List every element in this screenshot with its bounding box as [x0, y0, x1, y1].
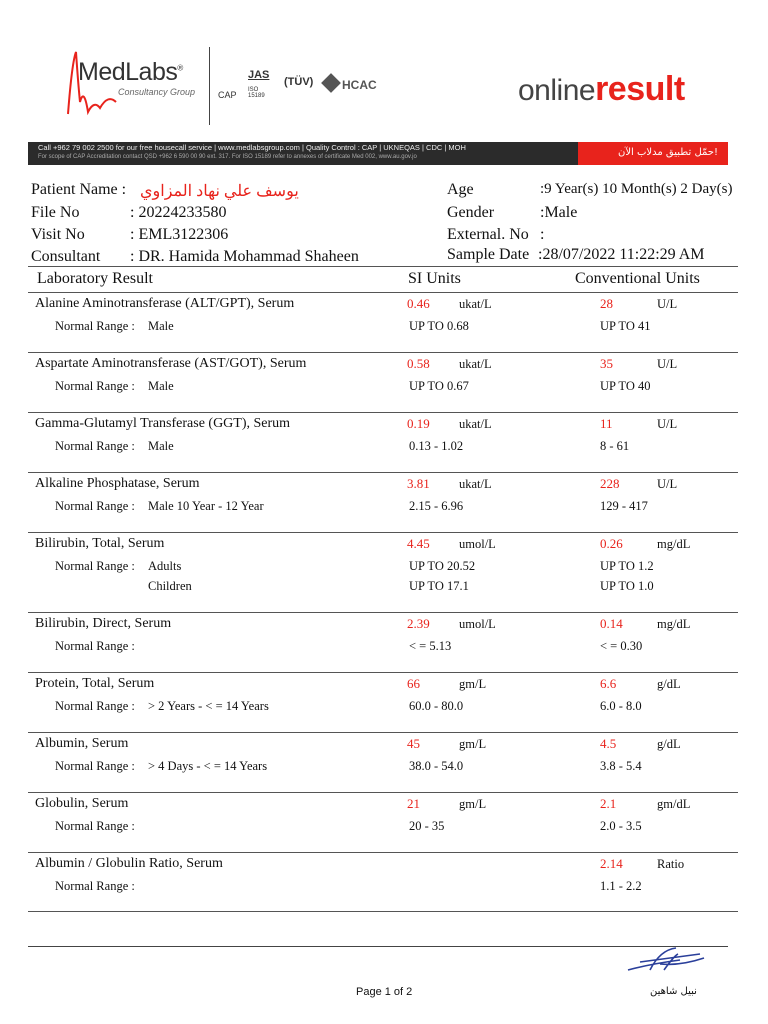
- conventional-unit: mg/dL: [657, 617, 691, 631]
- conventional-unit: U/L: [657, 357, 678, 371]
- visit-no-value: : EML3122306: [130, 226, 229, 243]
- si-result-value: 21: [407, 796, 420, 811]
- row-divider: [28, 472, 738, 473]
- column-conventional-units: Conventional Units: [575, 270, 700, 287]
- online-result-brand: onlineresult: [518, 70, 685, 108]
- row-divider: [28, 732, 738, 733]
- si-reference-range: 0.13 - 1.02: [409, 439, 464, 453]
- normal-range-criteria: > 4 Days - < = 14 Years: [148, 759, 268, 773]
- normal-range-criteria-2: Children: [148, 579, 192, 593]
- header-top-line: [28, 266, 738, 267]
- normal-range-label: Normal Range :: [55, 439, 135, 453]
- app-download-banner[interactable]: حمّل تطبيق مدلاب الآن!: [578, 142, 728, 165]
- age-value: :9 Year(s) 10 Month(s) 2 Day(s): [540, 181, 733, 197]
- conventional-reference-range: 3.8 - 5.4: [600, 759, 642, 773]
- row-divider: [28, 612, 738, 613]
- normal-range-criteria: Male: [148, 319, 174, 333]
- conventional-unit: g/dL: [657, 737, 681, 751]
- normal-range-label: Normal Range :: [55, 759, 135, 773]
- normal-range-label: Normal Range :: [55, 879, 135, 893]
- test-name: Aspartate Aminotransferase (AST/GOT), Serum: [35, 356, 307, 371]
- conventional-unit: g/dL: [657, 677, 681, 691]
- normal-range-criteria: > 2 Years - < = 14 Years: [148, 699, 269, 713]
- row-divider: [28, 852, 738, 853]
- hcac-diamond-icon: [321, 73, 341, 93]
- column-lab-result: Laboratory Result: [37, 270, 153, 287]
- patient-name-label: Patient Name :: [31, 181, 127, 198]
- normal-range-criteria: Adults: [148, 559, 182, 573]
- conventional-reference-range: 6.0 - 8.0: [600, 699, 642, 713]
- si-reference-range: 38.0 - 54.0: [409, 759, 464, 773]
- conventional-unit: U/L: [657, 417, 678, 431]
- conventional-reference-range: 8 - 61: [600, 439, 630, 453]
- conventional-reference-range: 2.0 - 3.5: [600, 819, 642, 833]
- consultant-value: : DR. Hamida Mohammad Shaheen: [130, 248, 359, 265]
- si-result-value: 4.45: [407, 536, 430, 551]
- normal-range-criteria: Male 10 Year - 12 Year: [148, 499, 264, 513]
- tuv-logo: (TÜV): [284, 76, 314, 88]
- conventional-result-value: 4.5: [600, 736, 617, 751]
- normal-range-label: Normal Range :: [55, 319, 135, 333]
- iso-label: ISO 15189: [248, 87, 265, 99]
- page-number: Page 1 of 2: [356, 986, 413, 998]
- jas-logo: JAS: [248, 69, 270, 81]
- si-unit: ukat/L: [459, 417, 492, 431]
- si-result-value: 0.58: [407, 356, 430, 371]
- signature-name: نبيل شاهين: [650, 986, 697, 997]
- gender-value: :Male: [540, 204, 578, 221]
- file-no-value: : 20224233580: [130, 204, 227, 221]
- normal-range-criteria: Male: [148, 379, 174, 393]
- si-reference-range: UP TO 20.52: [409, 559, 476, 573]
- info-bar-line2: For scope of CAP Accreditation contact QSD +962 6 590 00 90 ext. 317. For ISO 15189 refer to annexes of certificate Med 002, www.au.gov.jo: [38, 154, 417, 160]
- external-no-label: External. No: [447, 226, 529, 243]
- test-name: Gamma-Glutamyl Transferase (GGT), Serum: [35, 416, 291, 431]
- si-unit: umol/L: [459, 537, 496, 551]
- test-name: Alanine Aminotransferase (ALT/GPT), Serum: [35, 296, 295, 311]
- test-name: Albumin, Serum: [35, 736, 129, 751]
- sample-date-value: :28/07/2022 11:22:29 AM: [538, 246, 705, 263]
- signature-icon: [620, 944, 710, 985]
- si-unit: ukat/L: [459, 297, 492, 311]
- normal-range-label: Normal Range :: [55, 499, 135, 513]
- si-result-value: 45: [407, 736, 420, 751]
- si-result-value: 0.19: [407, 416, 430, 431]
- row-divider: [28, 672, 738, 673]
- normal-range-label: Normal Range :: [55, 699, 135, 713]
- row-divider: [28, 352, 738, 353]
- hcac-logo: HCAC: [342, 78, 377, 92]
- test-name: Bilirubin, Direct, Serum: [35, 616, 172, 631]
- normal-range-criteria: Male: [148, 439, 174, 453]
- si-reference-range: < = 5.13: [409, 639, 452, 653]
- test-name: Albumin / Globulin Ratio, Serum: [35, 856, 223, 871]
- conventional-unit: U/L: [657, 477, 678, 491]
- header-divider: [209, 47, 210, 125]
- conventional-reference-range: 129 - 417: [600, 499, 648, 513]
- si-result-value: 3.81: [407, 476, 430, 491]
- row-divider: [28, 792, 738, 793]
- conventional-result-value: 11: [600, 416, 613, 431]
- conventional-result-value: 0.26: [600, 536, 623, 551]
- conventional-reference-range: UP TO 41: [600, 319, 651, 333]
- conventional-unit: gm/dL: [657, 797, 691, 811]
- conventional-reference-range-2: UP TO 1.0: [600, 579, 654, 593]
- conventional-result-value: 28: [600, 296, 613, 311]
- conventional-reference-range: UP TO 40: [600, 379, 651, 393]
- si-reference-range: UP TO 0.67: [409, 379, 469, 393]
- conventional-result-value: 2.14: [600, 856, 623, 871]
- si-unit: ukat/L: [459, 477, 492, 491]
- si-reference-range: 2.15 - 6.96: [409, 499, 464, 513]
- patient-name-value: يوسف علي نهاد المزاوي: [140, 183, 299, 200]
- conventional-unit: mg/dL: [657, 537, 691, 551]
- visit-no-label: Visit No: [31, 226, 85, 243]
- file-no-label: File No: [31, 204, 80, 221]
- header-bottom-line: [28, 292, 738, 293]
- si-unit: umol/L: [459, 617, 496, 631]
- conventional-unit: Ratio: [657, 857, 685, 871]
- si-reference-range-2: UP TO 17.1: [409, 579, 469, 593]
- conventional-unit: U/L: [657, 297, 678, 311]
- cap-logo: CAP: [218, 90, 237, 100]
- row-divider: [28, 911, 738, 912]
- logo-text: MedLabs®: [78, 58, 183, 86]
- normal-range-label: Normal Range :: [55, 379, 135, 393]
- si-reference-range: UP TO 0.68: [409, 319, 469, 333]
- si-unit: gm/L: [459, 797, 487, 811]
- sample-date-label: Sample Date: [447, 246, 530, 263]
- consultant-label: Consultant: [31, 248, 101, 265]
- gender-label: Gender: [447, 204, 495, 221]
- normal-range-label: Normal Range :: [55, 819, 135, 833]
- conventional-reference-range: 1.1 - 2.2: [600, 879, 642, 893]
- row-divider: [28, 412, 738, 413]
- info-bar: [28, 142, 728, 165]
- row-divider: [28, 532, 738, 533]
- conventional-result-value: 0.14: [600, 616, 623, 631]
- si-unit: gm/L: [459, 677, 487, 691]
- normal-range-label: Normal Range :: [55, 559, 135, 573]
- test-name: Globulin, Serum: [35, 796, 129, 811]
- test-name: Alkaline Phosphatase, Serum: [35, 476, 200, 491]
- conventional-result-value: 6.6: [600, 676, 617, 691]
- column-si-units: SI Units: [408, 270, 461, 287]
- si-result-value: 0.46: [407, 296, 430, 311]
- info-bar-line1: Call +962 79 002 2500 for our free housecall service | www.medlabsgroup.com | Quality Control : CAP | UKNEQAS | CDC | MOH: [38, 143, 466, 152]
- conventional-result-value: 2.1: [600, 796, 617, 811]
- test-name: Bilirubin, Total, Serum: [35, 536, 165, 551]
- external-no-value: :: [540, 226, 545, 243]
- age-label: Age: [447, 181, 474, 198]
- si-result-value: 2.39: [407, 616, 430, 631]
- logo-subtitle: Consultancy Group: [118, 87, 196, 97]
- si-reference-range: 60.0 - 80.0: [409, 699, 464, 713]
- conventional-reference-range: UP TO 1.2: [600, 559, 654, 573]
- test-name: Protein, Total, Serum: [35, 676, 155, 691]
- conventional-reference-range: < = 0.30: [600, 639, 643, 653]
- si-reference-range: 20 - 35: [409, 819, 445, 833]
- si-unit: ukat/L: [459, 357, 492, 371]
- si-unit: gm/L: [459, 737, 487, 751]
- normal-range-label: Normal Range :: [55, 639, 135, 653]
- conventional-result-value: 35: [600, 356, 613, 371]
- si-result-value: 66: [407, 676, 420, 691]
- conventional-result-value: 228: [600, 476, 620, 491]
